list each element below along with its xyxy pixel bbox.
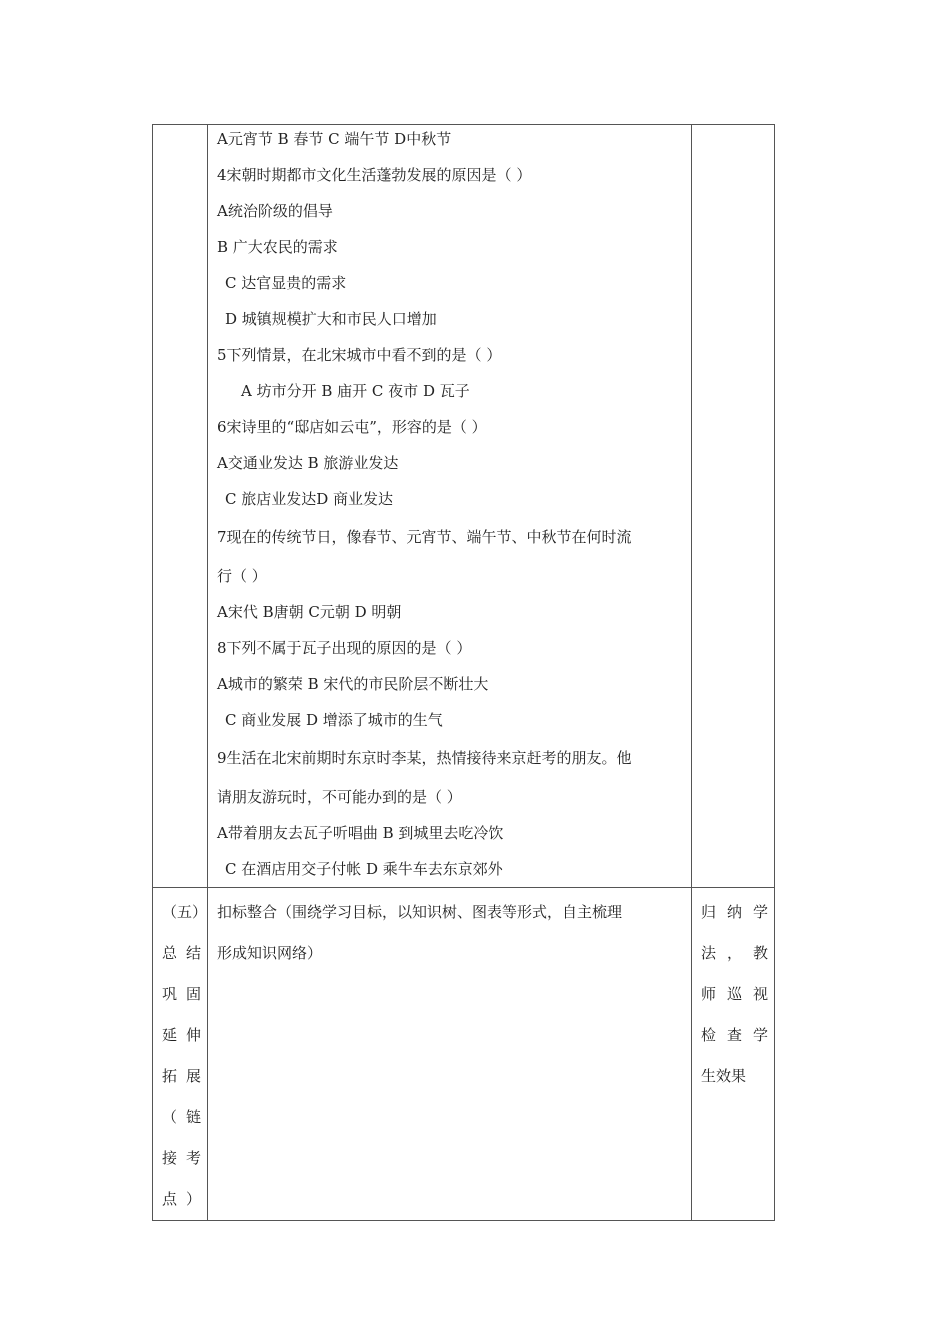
- exercise-row: [153, 125, 775, 888]
- section5-note-line: 归纳学: [701, 903, 768, 921]
- q6-stem: 6宋诗里的“邸店如云屯”，形容的是（ ）: [217, 418, 487, 436]
- section5-label-cell: [153, 888, 208, 1221]
- q7-options: A宋代 B唐朝 C元朝 D 明朝: [217, 603, 402, 621]
- q5-options: A 坊市分开 B 庙开 C 夜市 D 瓦子: [241, 382, 470, 400]
- q4-option-a: A统治阶级的倡导: [217, 202, 333, 220]
- q9-options-ab: A带着朋友去瓦子听唱曲 B 到城里去吃冷饮: [217, 824, 504, 842]
- section5-content-line1: 扣标整合（围绕学习目标，以知识树、图表等形式，自主梳理: [217, 903, 623, 921]
- exercise-content-cell: [208, 125, 692, 888]
- section5-note-cell: [692, 888, 775, 1221]
- q8-options-cd: C 商业发展 D 增添了城市的生气: [225, 711, 443, 729]
- section5-label-line: 延伸: [162, 1026, 201, 1044]
- q8-options-ab: A城市的繁荣 B 宋代的市民阶层不断壮大: [217, 675, 489, 693]
- section5-label-line: （五）: [162, 903, 208, 921]
- q9-stem-line1: 9生活在北宋前期时东京时李某，热情接待来京赶考的朋友。他: [217, 749, 632, 767]
- q7-stem-line2: 行（ ）: [217, 567, 267, 585]
- q8-stem: 8下列不属于瓦子出现的原因的是（ ）: [217, 639, 472, 657]
- q9-stem-line2: 请朋友游玩时，不可能办到的是（ ）: [217, 788, 462, 806]
- q6-options-cd: C 旅店业发达D 商业发达: [225, 490, 394, 508]
- section5-label-line: 点）: [162, 1190, 201, 1208]
- q4-option-c: C 达官显贵的需求: [225, 274, 347, 292]
- q7-stem-line1: 7现在的传统节日，像春节、元宵节、端午节、中秋节在何时流: [217, 528, 632, 546]
- section5-label-line: 拓展: [162, 1067, 201, 1085]
- q4-option-b: B 广大农民的需求: [217, 238, 338, 256]
- q4-stem: 4宋朝时期都市文化生活蓬勃发展的原因是（ ）: [217, 166, 532, 184]
- section5-content-cell: [208, 888, 692, 1221]
- method-cell-empty: [692, 125, 775, 888]
- q6-options-ab: A交通业发达 B 旅游业发达: [217, 454, 399, 472]
- section5-note-line: 检查学: [701, 1026, 768, 1044]
- section5-note-line: 法，教: [701, 944, 768, 962]
- q5-stem: 5下列情景，在北宋城市中看不到的是（ ）: [217, 346, 502, 364]
- section5-note-line: 师巡视: [701, 985, 768, 1003]
- summary-row: [153, 888, 775, 1221]
- lesson-plan-table: [152, 124, 775, 1221]
- q4-option-d: D 城镇规模扩大和市民人口增加: [225, 310, 437, 328]
- section-label-cell-empty: [153, 125, 208, 888]
- section5-label-line: 总结: [162, 944, 201, 962]
- section5-label-line: 接考: [162, 1149, 201, 1167]
- q9-options-cd: C 在酒店用交子付帐 D 乘牛车去东京郊外: [225, 860, 503, 878]
- q3-options: A元宵节 B 春节 C 端午节 D中秋节: [217, 130, 452, 148]
- section5-label-line: （链: [162, 1108, 201, 1126]
- section5-content-line2: 形成知识网络）: [217, 944, 323, 962]
- section5-label-line: 巩固: [162, 985, 201, 1003]
- section5-note-line: 生效果: [701, 1067, 747, 1085]
